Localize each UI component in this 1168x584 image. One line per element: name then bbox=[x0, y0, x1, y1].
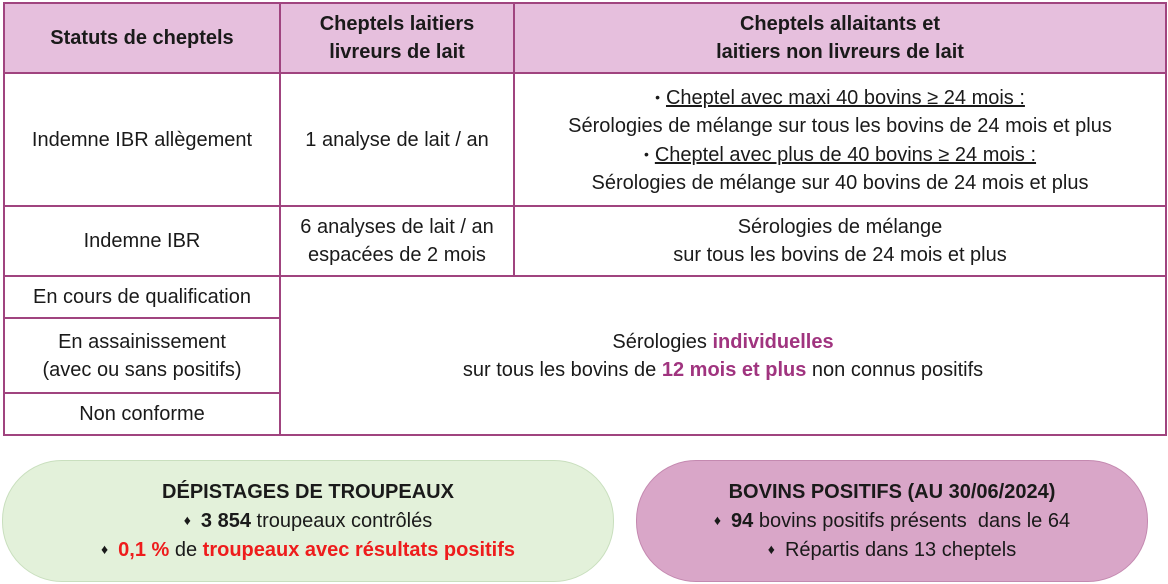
cell-statut-cours: En cours de qualification bbox=[4, 276, 280, 318]
bovins-title: BOVINS POSITIFS (AU 30/06/2024) bbox=[728, 481, 1056, 503]
condition-plus-40: • Cheptel avec plus de 40 bovins ≥ 24 mois : bbox=[643, 143, 1037, 166]
depistages-line-troupeaux: ♦ 3 854 troupeaux contrôlés bbox=[183, 510, 433, 532]
header-laitiers: Cheptels laitiers livreurs de lait bbox=[280, 3, 514, 73]
bovins-line-presents: ♦ 94 bovins positifs présents dans le 64 bbox=[713, 510, 1071, 532]
table-row-allegement bbox=[4, 73, 1166, 206]
cell-laitiers-indemne: 6 analyses de lait / an espacées de 2 mois bbox=[280, 206, 514, 276]
bullet-icon: • bbox=[643, 145, 649, 162]
depistages-summary bbox=[2, 460, 614, 582]
cell-laitiers-allegement: 1 analyse de lait / an bbox=[280, 73, 514, 206]
cell-statut-allegement: Indemne IBR allègement bbox=[4, 73, 280, 206]
cell-allaitants-indemne: Sérologies de mélange sur tous les bovins de 24 mois et plus bbox=[514, 206, 1166, 276]
diamond-icon: ♦ bbox=[183, 512, 191, 528]
bullet-icon: • bbox=[655, 88, 660, 105]
header-allaitants: Cheptels allaitants et laitiers non livreurs de lait bbox=[514, 3, 1166, 73]
diamond-icon: ♦ bbox=[713, 512, 722, 528]
bovins-positifs-summary bbox=[636, 460, 1148, 582]
bovins-line-cheptels: ♦ Répartis dans 13 cheptels bbox=[767, 539, 1017, 561]
cell-statut-assainissement: En assainissement (avec ou sans positifs) bbox=[4, 318, 280, 392]
table-header-row bbox=[4, 3, 1166, 73]
cell-statut-indemne: Indemne IBR bbox=[4, 206, 280, 276]
condition-maxi-40: • Cheptel avec maxi 40 bovins ≥ 24 mois : bbox=[655, 86, 1025, 109]
cell-allaitants-allegement: • Cheptel avec maxi 40 bovins ≥ 24 mois : Sérologies de mélange sur tous les bovins de 24 mois et plus • Cheptel avec plus de 40 bovins ≥ 24 mois : Sérologies de mélange sur 40 bovins de 24 mois et plus bbox=[514, 73, 1166, 206]
diamond-icon: ♦ bbox=[101, 541, 109, 557]
table-row-indemne bbox=[4, 206, 1166, 276]
cell-statut-non-conforme: Non conforme bbox=[4, 393, 280, 435]
cell-merged-serologies: Sérologies individuelles sur tous les bovins de 12 mois et plus non connus positifs bbox=[280, 276, 1166, 435]
table-row-cours bbox=[4, 276, 1166, 318]
depistages-title: DÉPISTAGES DE TROUPEAUX bbox=[162, 481, 454, 503]
header-statut: Statuts de cheptels bbox=[4, 3, 280, 73]
depistages-line-positifs: ♦ 0,1 % de troupeaux avec résultats positifs bbox=[101, 539, 515, 561]
diamond-icon: ♦ bbox=[767, 541, 775, 557]
ibr-status-table bbox=[3, 2, 1167, 436]
